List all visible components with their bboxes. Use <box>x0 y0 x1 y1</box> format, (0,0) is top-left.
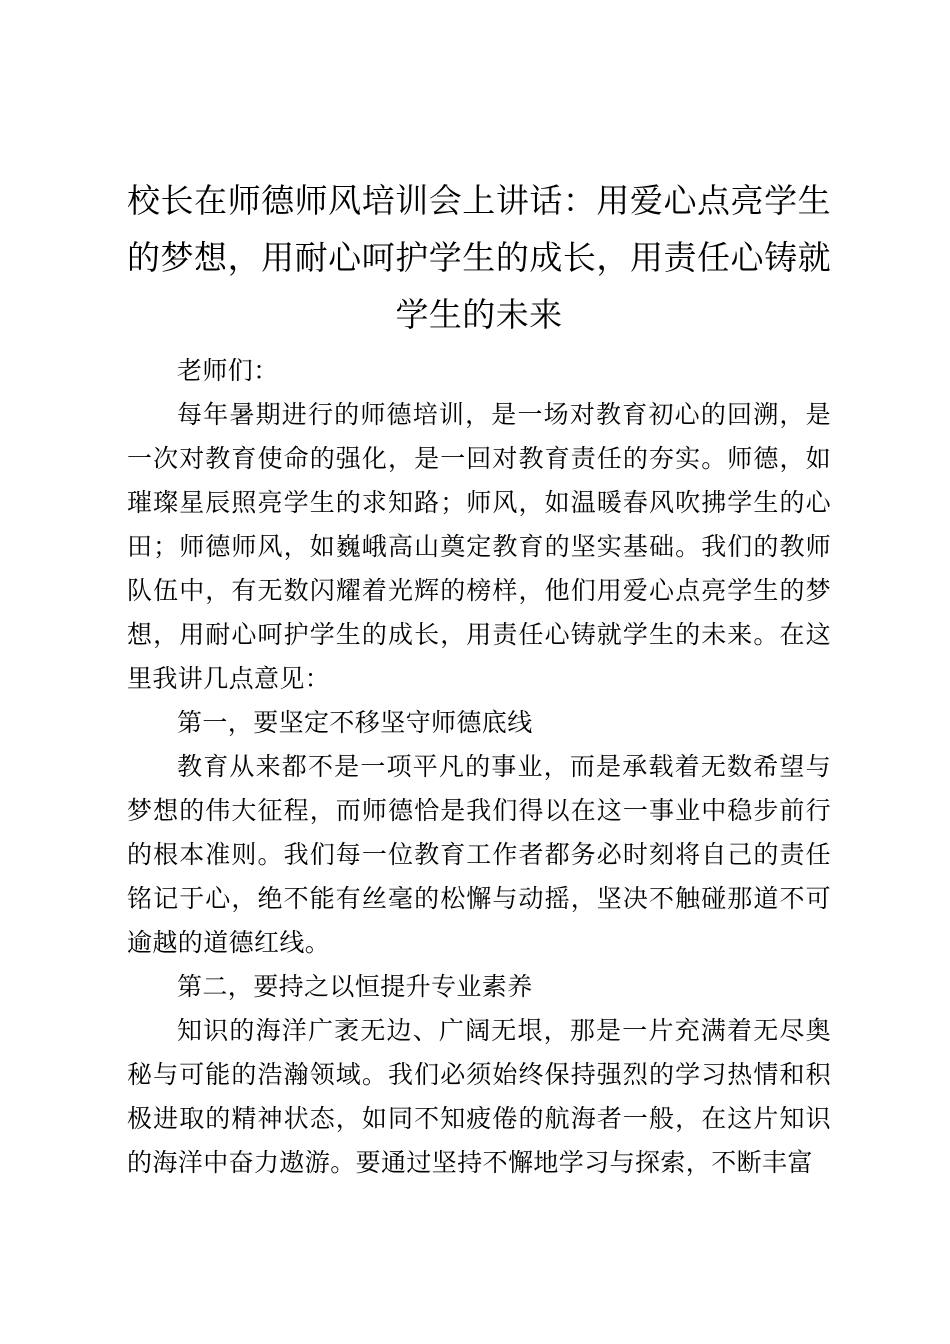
section-paragraph-1: 教育从来都不是一项平凡的事业，而是承载着无数希望与梦想的伟大征程，而师德恰是我们得以在这一事业中稳步前行的根本准则。我们每一位教育工作者都务必时刻将自己的责任铭记于心，绝不能有丝毫的松懈与动摇，坚决不触碰那道不可逾越的道德红线。 <box>127 752 831 957</box>
intro-paragraph: 每年暑期进行的师德培训，是一场对教育初心的回溯，是一次对教育使命的强化，是一回对教育责任的夯实。师德，如璀璨星辰照亮学生的求知路；师风，如温暖春风吹拂学生的心田；师德师风，如巍峨高山奠定教育的坚实基础。我们的教师队伍中，有无数闪耀着光辉的榜样，他们用爱心点亮学生的梦想，用耐心呵护学生的成长，用责任心铸就学生的未来。在这里我讲几点意见： <box>127 400 831 693</box>
section-paragraph-2: 知识的海洋广袤无边、广阔无垠，那是一片充满着无尽奥秘与可能的浩瀚领域。我们必须始终保持强烈的学习热情和积极进取的精神状态，如同不知疲倦的航海者一般，在这片知识的海洋中奋力遨游。要通过坚持不懈地学习与探索，不断丰富 <box>127 1016 831 1177</box>
document-title: 校长在师德师风培训会上讲话：用爱心点亮学生的梦想，用耐心呵护学生的成长，用责任心铸就学生的未来 <box>127 181 831 334</box>
section-heading-2: 第二，要持之以恒提升专业素养 <box>177 972 533 1001</box>
salutation: 老师们： <box>177 356 279 385</box>
document-body <box>127 349 831 1185</box>
document-page <box>127 172 831 1185</box>
section-heading-1: 第一，要坚定不移坚守师德底线 <box>177 708 533 737</box>
